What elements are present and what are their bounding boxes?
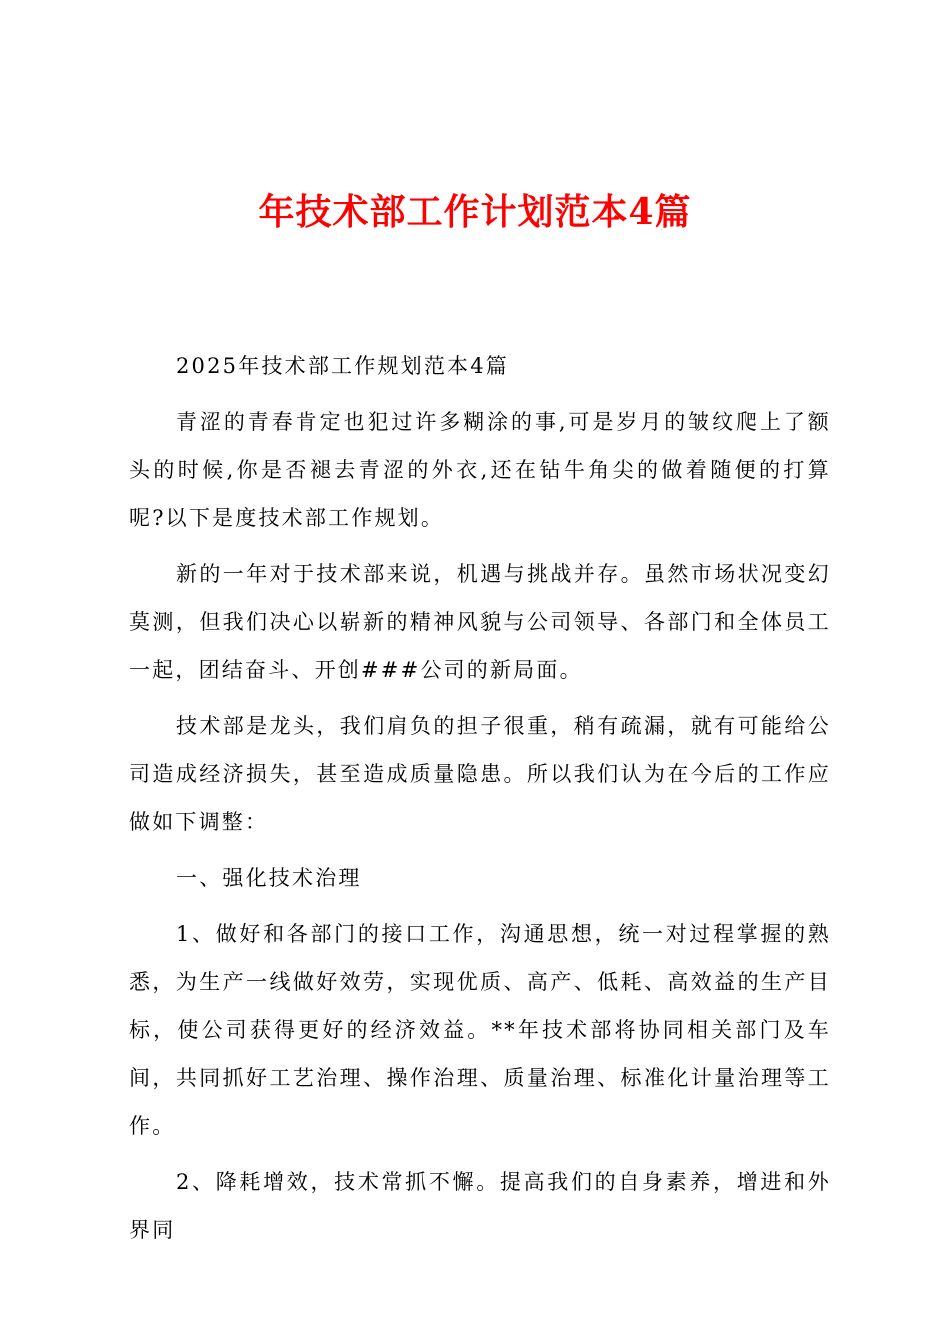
intro-paragraph: 青涩的青春肯定也犯过许多糊涂的事,可是岁月的皱纹爬上了额头的时候,你是否褪去青涩的外衣,还在钻牛角尖的做着随便的打算呢?以下是度技术部工作规划。 (129, 410, 831, 530)
document-body (129, 342, 831, 1262)
document-title: 年技术部工作计划范本4篇 (258, 191, 692, 233)
body-paragraph: 技术部是龙头，我们肩负的担子很重，稍有疏漏，就有可能给公司造成经济损失，甚至造成质量隐患。所以我们认为在今后的工作应做如下调整： (129, 714, 831, 834)
list-item-paragraph: 2、降耗增效，技术常抓不懈。提高我们的自身素养，增进和外界同 (129, 1170, 831, 1242)
list-item-paragraph: 1、做好和各部门的接口工作，沟通思想，统一对过程掌握的熟悉，为生产一线做好效劳，实现优质、高产、低耗、高效益的生产目标，使公司获得更好的经济效益。**年技术部将协同相关部门及车间，共同抓好工艺治理、操作治理、质量治理、标准化计量治理等工作。 (129, 922, 831, 1138)
section-heading: 一、强化技术治理 (176, 866, 362, 890)
subtitle-paragraph: 2025年技术部工作规划范本4篇 (176, 354, 510, 378)
body-paragraph: 新的一年对于技术部来说，机遇与挑战并存。虽然市场状况变幻莫测，但我们决心以崭新的精神风貌与公司领导、各部门和全体员工一起，团结奋斗、开创###公司的新局面。 (129, 562, 831, 682)
